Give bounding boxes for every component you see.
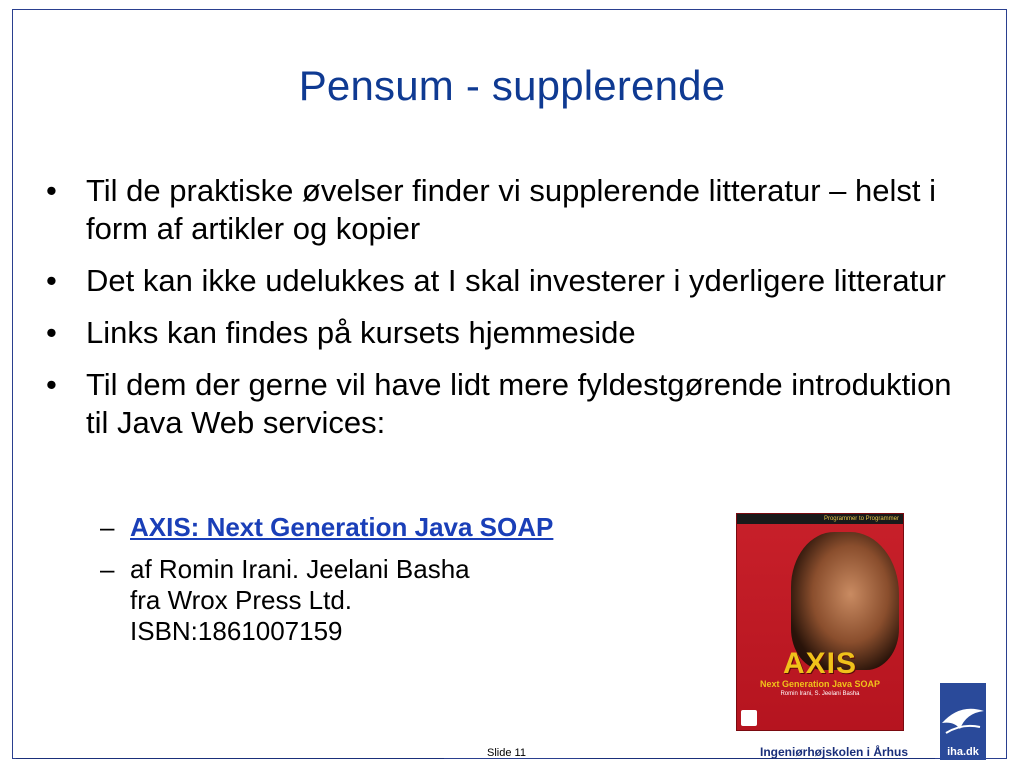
bullet-text: Til de praktiske øvelser finder vi supplerende litteratur – helst i form af artikler og kopier [86,173,937,246]
iha-logo [940,683,986,760]
dash-marker: – [100,512,115,542]
book-cover-image [736,513,904,731]
publisher-logo-icon [741,710,757,726]
bullet-marker: • [46,367,57,402]
sub-bullet-list [100,512,720,658]
slide-title: Pensum - supplerende [298,62,726,109]
logo-text: iha.dk [947,746,979,758]
bullet-marker: • [46,173,57,208]
book-link[interactable]: AXIS: Next Generation Java SOAP [130,512,554,542]
slide-number: Slide 11 [487,747,526,759]
school-name: Ingeniørhøjskolen i Århus [760,745,909,759]
book-title: AXIS [782,647,858,680]
book-top-label: Programmer to Programmer [737,514,903,524]
bullet-text: Det kan ikke udelukkes at I skal investerer i yderligere litteratur [86,263,946,298]
bullet-marker: • [46,315,57,350]
bullet-marker: • [46,263,57,298]
bullet-item [46,262,976,300]
bullet-item [46,172,976,248]
footer-divider-left [16,758,444,759]
book-subtitle: Next Generation Java SOAP [759,679,881,689]
bullet-list [46,172,976,456]
bullet-item [46,366,976,442]
dash-marker: – [100,554,115,584]
bird-icon [940,683,986,743]
author-line: af Romin Irani. Jeelani Basha [130,554,470,584]
book-authors: Romin Irani, S. Jeelani Basha [780,691,860,697]
bullet-text: Links kan findes på kursets hjemmeside [86,315,636,350]
sub-item-authors [100,554,720,647]
book-back-text [763,710,893,728]
publisher-line: fra Wrox Press Ltd. [130,585,353,615]
sub-item-link [100,512,720,543]
bullet-text: Til dem der gerne vil have lidt mere fyldestgørende introduktion til Java Web services: [86,367,952,440]
isbn-line: ISBN:1861007159 [130,616,343,646]
bullet-item [46,314,976,352]
